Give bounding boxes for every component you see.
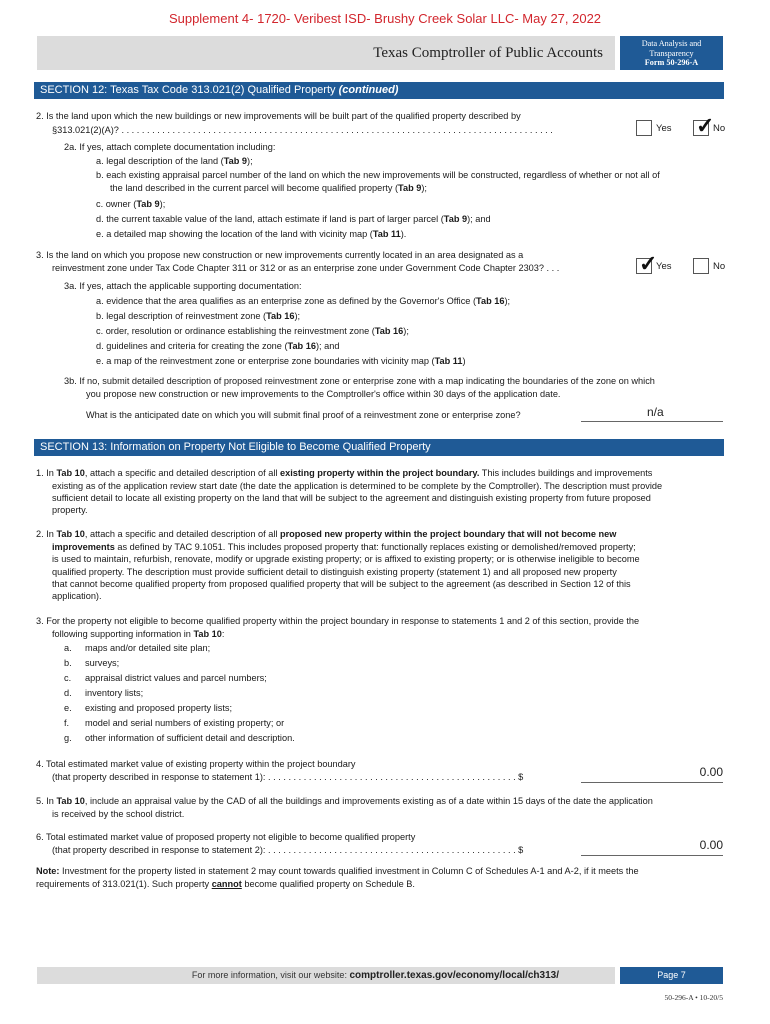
- q2a-item-b-1: b. each existing appraisal parcel number of the land on which the new improvements will be constructed, regardless of whether or not all of: [96, 170, 660, 180]
- q2a-item-a: a. legal description of the land (Tab 9);: [96, 156, 253, 166]
- division-line-1: Data Analysis and: [641, 39, 702, 48]
- q2a-item-e: e. a detailed map showing the location of the land with vicinity map (Tab 11).: [96, 229, 407, 239]
- division-box: [620, 36, 723, 70]
- q3b-line-1: 3b. If no, submit detailed description of proposed reinvestment zone or enterprise zone with a map indicating the boundaries of the zone on which: [64, 376, 655, 386]
- list-item: e.: [64, 703, 72, 713]
- q3-line-2: reinvestment zone under Tax Code Chapter 311 or 312 or as an enterprise zone under Government Code Chapter 2303? . . .: [52, 263, 560, 273]
- s13-p2-line-6: application).: [52, 591, 102, 601]
- s13-p6-line-1: 6. Total estimated market value of proposed property not eligible to become qualified property: [36, 832, 416, 842]
- s13-p2-line-2: improvements as defined by TAC 9.1051. This includes proposed property that: functionally replaces existing or demolished/removed property;: [52, 542, 636, 552]
- q2-line-1: 2. Is the land upon which the new buildings or new improvements will be built part of the qualified property described by: [36, 111, 521, 121]
- footer-more-info: For more information, visit our website:: [191, 970, 347, 980]
- q3a-item-c: c. order, resolution or ordinance establishing the reinvestment zone (Tab 16);: [96, 326, 409, 336]
- s13-p6-line-2: (that property described in response to statement 2): . . . . . . . . . . . . . . . . . . . . . . . . . . . . . . . . . . . . . . . . . . . . . . . . . $: [52, 845, 524, 855]
- s13-p1-line-3: sufficient detail to locate all existing property on the land that will be subject to the agreement and distinguish existing property from future proposed: [52, 493, 651, 503]
- existing-property-value: 0.00: [699, 765, 723, 779]
- q3b-question: What is the anticipated date on which you will submit final proof of a reinvestment zone or enterprise zone?: [86, 410, 521, 420]
- q3-yes-checkbox[interactable]: [636, 251, 658, 276]
- section-12-header: SECTION 12: Texas Tax Code 313.021(2) Qualified Property (continued): [34, 82, 724, 99]
- proof-date-field[interactable]: [581, 407, 723, 422]
- s13-p2-line-1: 2. In Tab 10, attach a specific and detailed description of all proposed new property within the project boundary that will not become new: [36, 529, 617, 539]
- q2-no-checkbox[interactable]: [693, 113, 715, 138]
- note-line-1: Note: Investment for the property listed in statement 2 may count towards qualified investment in Column C of Schedules A-1 and A-2, if it meets the: [36, 866, 639, 876]
- list-item: c.: [64, 673, 72, 683]
- list-item-text: existing and proposed property lists;: [85, 703, 233, 713]
- s13-p5-line-2: is received by the school district.: [52, 809, 185, 819]
- s13-p4-line-1: 4. Total estimated market value of existing property within the project boundary: [36, 759, 356, 769]
- s13-p4-line-2: (that property described in response to statement 1): . . . . . . . . . . . . . . . . . . . . . . . . . . . . . . . . . . . . . . . . . . . . . . . . . $: [52, 772, 524, 782]
- footer-bar: [37, 967, 615, 984]
- q3-yes-label: Yes: [656, 261, 672, 272]
- list-item-text: model and serial numbers of existing property; or: [85, 718, 285, 728]
- division-line-2: Transparency: [649, 48, 694, 58]
- q2-yes-checkbox[interactable]: [636, 120, 652, 136]
- s13-p2-line-5: that cannot become qualified property from proposed qualified property that will be subject to the agreement (as described in Section 12 of this: [52, 579, 631, 589]
- list-item: b.: [64, 658, 72, 668]
- list-item-text: surveys;: [85, 658, 120, 668]
- q2-line-2: §313.021(2)(A)? . . . . . . . . . . . . . . . . . . . . . . . . . . . . . . . . . . . . . . . . . . . . . . . . . . . . . . . . . . . . . . . . . . . . . . . . . . . . . . . . . . . . .: [52, 125, 553, 135]
- agency-title: Texas Comptroller of Public Accounts: [373, 45, 603, 61]
- q2a-item-b-2: the land described in the current parcel will become qualified property (Tab 9);: [110, 183, 427, 193]
- ineligible-property-value-field[interactable]: [581, 838, 723, 856]
- q3a-item-b: b. legal description of reinvestment zone (Tab 16);: [96, 311, 301, 321]
- form-number: Form 50-296-A: [644, 58, 699, 67]
- s13-p3-line-2: following supporting information in Tab 10:: [52, 629, 225, 639]
- q3a-intro: 3a. If yes, attach the applicable supporting documentation:: [64, 281, 302, 291]
- list-item-text: maps and/or detailed site plan;: [85, 643, 211, 653]
- list-item-text: appraisal district values and parcel numbers;: [85, 673, 267, 683]
- list-item-text: inventory lists;: [85, 688, 144, 698]
- q3-no-label: No: [713, 261, 726, 272]
- q2a-item-d: d. the current taxable value of the land, attach estimate if land is part of larger parcel (Tab 9); and: [96, 214, 491, 224]
- checkmark-icon: ✓: [696, 113, 715, 138]
- s13-p1-line-1: 1. In Tab 10, attach a specific and detailed description of all existing property within the project boundary. This includes buildings and improvements: [36, 468, 653, 478]
- s13-p3-line-1: 3. For the property not eligible to become qualified property within the project boundary in response to statements 1 and 2 of this section, provide the: [36, 616, 640, 626]
- ineligible-property-value: 0.00: [699, 838, 723, 852]
- page-number: Page 7: [620, 967, 723, 984]
- footer-website-link[interactable]: comptroller.texas.gov/economy/local/ch313/: [349, 970, 559, 981]
- q3-no-checkbox[interactable]: [693, 258, 709, 274]
- q3b-line-2: you propose new construction or new improvements to the Comptroller's office within 30 days of the application date.: [86, 389, 561, 399]
- checkmark-icon: ✓: [639, 251, 658, 276]
- note-line-2: requirements of 313.021(1). Such property cannot become qualified property on Schedule B.: [36, 879, 415, 889]
- list-item: g.: [64, 733, 72, 743]
- q3a-item-d: d. guidelines and criteria for creating the zone (Tab 16); and: [96, 341, 340, 351]
- s13-p2-line-3: is used to maintain, refurbish, renovate, modify or upgrade existing property; or is affixed to existing property; or is otherwise ineligible to become: [52, 554, 640, 564]
- s13-p1-line-4: property.: [52, 505, 88, 515]
- section-13-header: SECTION 13: Information on Property Not Eligible to Become Qualified Property: [34, 439, 724, 456]
- list-item: f.: [64, 718, 70, 728]
- q2-yes-label: Yes: [656, 123, 672, 134]
- proof-date-value: n/a: [647, 405, 664, 419]
- supplement-header: Supplement 4- 1720- Veribest ISD- Brushy Creek Solar LLC- May 27, 2022: [168, 11, 602, 26]
- existing-property-value-field[interactable]: [581, 765, 723, 783]
- s13-p2-line-4: qualified property. The description must provide sufficient detail to distinguish existing property (statement 1) and all proposed new property: [52, 567, 617, 577]
- q2a-intro: 2a. If yes, attach complete documentation including:: [64, 142, 276, 152]
- q3a-item-a: a. evidence that the area qualifies as an enterprise zone as defined by the Governor's Office (Tab 16);: [96, 296, 511, 306]
- list-item: a.: [64, 643, 72, 653]
- q2a-item-c: c. owner (Tab 9);: [96, 199, 166, 209]
- s13-p5-line-1: 5. In Tab 10, include an appraisal value by the CAD of all the buildings and improvements existing as of a date within 15 days of the date the application: [36, 796, 653, 806]
- form-revision: 50-296-A • 10-20/5: [664, 993, 723, 1002]
- q3a-item-e: e. a map of the reinvestment zone or enterprise zone boundaries with vicinity map (Tab 11): [96, 356, 466, 366]
- q3-line-1: 3. Is the land on which you propose new construction or new improvements currently located in an area designated as a: [36, 250, 524, 260]
- list-item-text: other information of sufficient detail and description.: [85, 733, 295, 743]
- list-item: d.: [64, 688, 72, 698]
- q2-no-label: No: [713, 123, 726, 134]
- s13-p1-line-2: existing as of the application review start date (the date the application is determined to be complete by the Comptroller). The description must provide: [52, 481, 663, 491]
